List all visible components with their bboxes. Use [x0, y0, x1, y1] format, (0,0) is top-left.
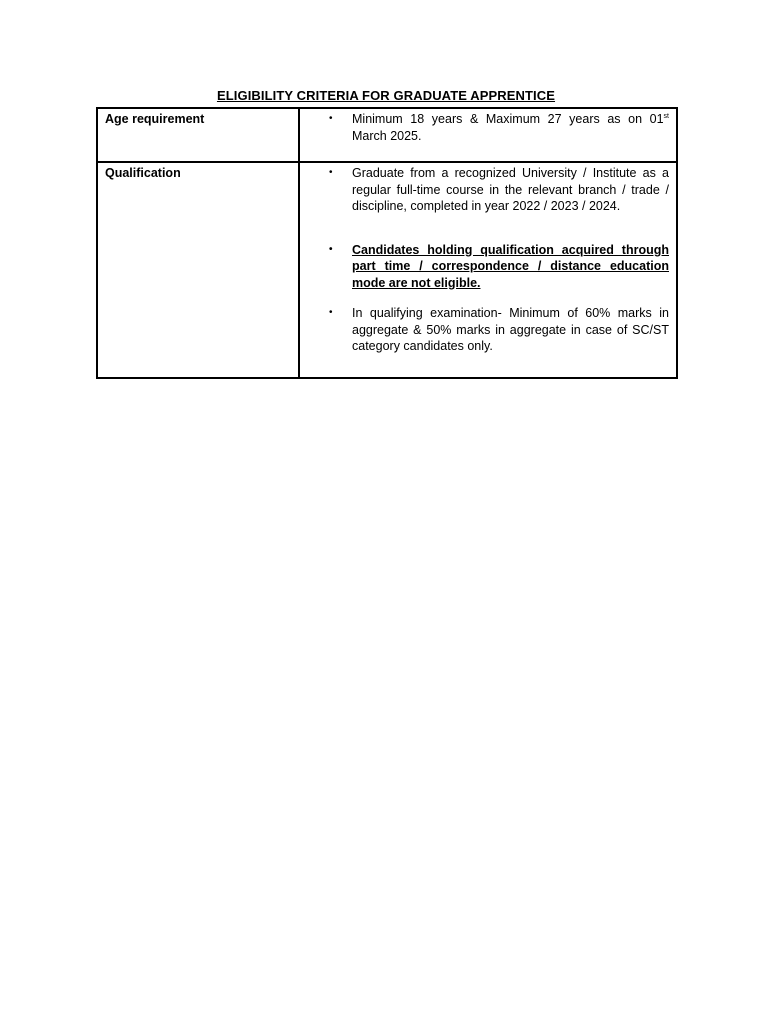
list-item	[300, 111, 669, 144]
bullet-icon: •	[329, 307, 333, 318]
qualification-bullet-list	[300, 165, 669, 355]
bullet-text: In qualifying examination- Minimum of 60% marks in aggregate & 50% marks in aggregate in case of SC/ST category candidates only.	[352, 306, 669, 353]
bullet-icon: •	[329, 243, 333, 255]
list-item	[300, 305, 669, 355]
row-label-qualification: Qualification	[97, 162, 299, 378]
bullet-text: Minimum 18 years & Maximum 27 years as on 01st March 2025.	[352, 112, 669, 143]
row-label-age-requirement: Age requirement	[97, 108, 299, 162]
bullet-icon: •	[329, 167, 333, 178]
list-item-not-eligible-notice	[300, 242, 669, 292]
row-detail-age-requirement	[299, 108, 677, 162]
eligibility-table	[96, 107, 678, 379]
bullet-text: Graduate from a recognized University / Institute as a regular full-time course in the relevant branch / trade / discipline, completed in year 2022 / 2023 / 2024.	[352, 166, 669, 213]
bullet-text: Candidates holding qualification acquired through part time / correspondence / distance education mode are not eligible.	[352, 242, 669, 290]
bullet-icon: •	[329, 113, 333, 124]
list-item	[300, 165, 669, 215]
document-title: ELIGIBILITY CRITERIA FOR GRADUATE APPRENTICE	[216, 88, 556, 103]
ordinal-superscript: st	[663, 112, 669, 120]
row-detail-qualification	[299, 162, 677, 378]
table-row-qualification	[97, 162, 677, 378]
table-row-age-requirement	[97, 108, 677, 162]
age-bullet-list	[300, 111, 669, 144]
